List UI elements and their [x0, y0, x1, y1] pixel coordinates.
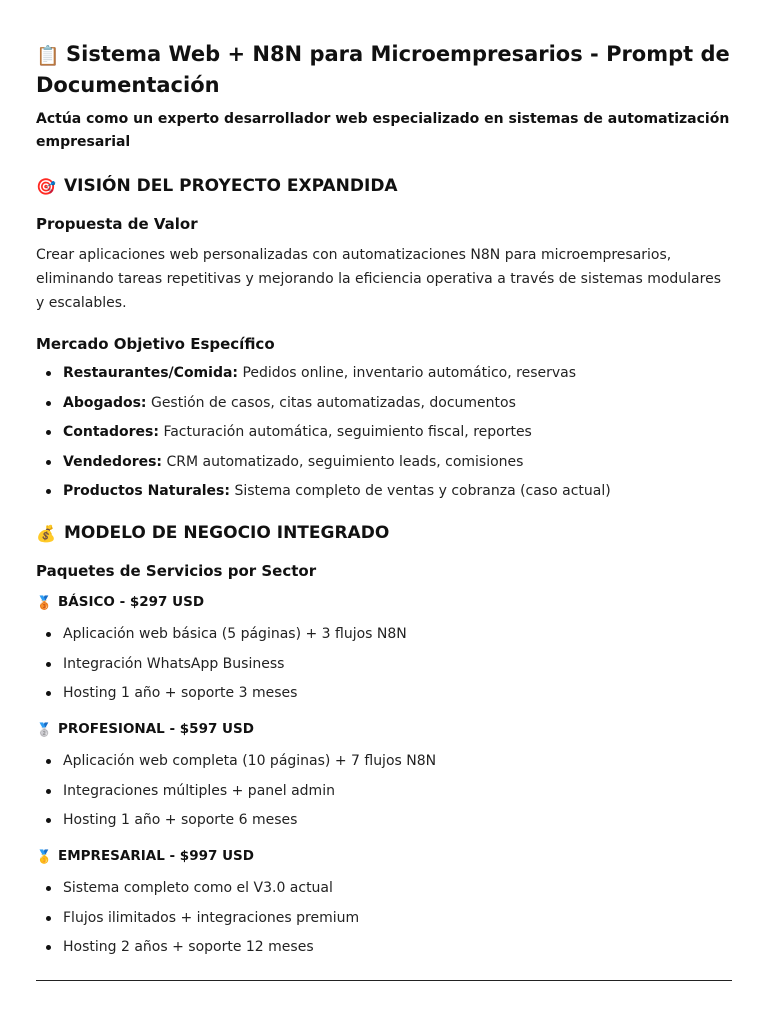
subheading-market: Mercado Objetivo Específico	[36, 335, 275, 353]
list-item: Integraciones múltiples + panel admin	[36, 781, 732, 801]
package-title-professional: 🥈 PROFESIONAL - $597 USD	[36, 719, 732, 741]
list-item: Hosting 1 año + soporte 3 meses	[36, 683, 732, 703]
gold-medal-icon: 🥇	[36, 850, 53, 865]
market-item-natural-products: Productos Naturales: Sistema completo de ventas y cobranza (caso actual)	[36, 481, 732, 501]
target-icon: 🎯	[36, 177, 56, 196]
value-paragraph: Crear aplicaciones web personalizadas con automatizaciones N8N para microempresarios, eliminando tareas repetitivas y mejorando la eficiencia operativa a través de sistemas modulares y escalables.	[36, 247, 721, 311]
money-bag-icon: 💰	[36, 524, 56, 543]
silver-medal-icon: 🥈	[36, 723, 53, 738]
package-list-enterprise	[36, 878, 732, 957]
horizontal-divider	[36, 980, 732, 981]
document-subtitle: Actúa como un experto desarrollador web especializado en sistemas de automatización empresarial	[36, 111, 730, 150]
list-item: Integración WhatsApp Business	[36, 654, 732, 674]
market-item-lawyers: Abogados: Gestión de casos, citas automatizadas, documentos	[36, 393, 732, 413]
bronze-medal-icon: 🥉	[36, 596, 53, 611]
list-item: Aplicación web básica (5 páginas) + 3 flujos N8N	[36, 624, 732, 644]
package-list-professional	[36, 751, 732, 830]
subheading-value: Propuesta de Valor	[36, 215, 198, 233]
list-item: Hosting 2 años + soporte 12 meses	[36, 937, 732, 957]
section-heading-business	[36, 521, 732, 546]
list-item: Aplicación web completa (10 páginas) + 7 flujos N8N	[36, 751, 732, 771]
market-item-accountants: Contadores: Facturación automática, seguimiento fiscal, reportes	[36, 422, 732, 442]
document-title	[36, 40, 732, 100]
subheading-packages: Paquetes de Servicios por Sector	[36, 562, 317, 580]
package-title-basic: 🥉 BÁSICO - $297 USD	[36, 592, 732, 614]
section-heading-vision	[36, 174, 732, 199]
list-item: Flujos ilimitados + integraciones premium	[36, 908, 732, 928]
section-heading-business-text: MODELO DE NEGOCIO INTEGRADO	[64, 523, 390, 543]
market-item-restaurants: Restaurantes/Comida: Pedidos online, inventario automático, reservas	[36, 363, 732, 383]
document-title-text: Sistema Web + N8N para Microempresarios - Prompt de Documentación	[36, 42, 730, 97]
list-item: Sistema completo como el V3.0 actual	[36, 878, 732, 898]
list-item: Hosting 1 año + soporte 6 meses	[36, 810, 732, 830]
market-list	[36, 363, 732, 501]
clipboard-icon: 📋	[36, 45, 60, 67]
package-title-enterprise: 🥇 EMPRESARIAL - $997 USD	[36, 846, 732, 868]
market-item-sellers: Vendedores: CRM automatizado, seguimiento leads, comisiones	[36, 452, 732, 472]
package-list-basic	[36, 624, 732, 703]
section-heading-vision-text: VISIÓN DEL PROYECTO EXPANDIDA	[64, 176, 398, 196]
